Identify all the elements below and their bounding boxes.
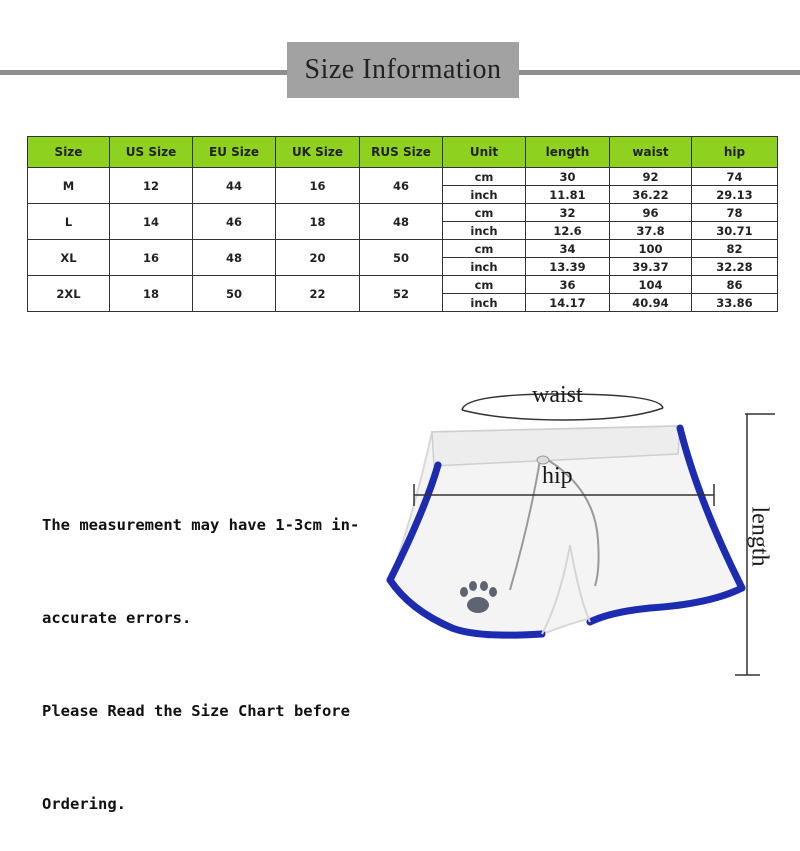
note-line: The measurement may have 1-3cm in- [42, 516, 360, 534]
note-line: Ordering. [42, 795, 126, 813]
waist-cell: 96 [610, 204, 692, 222]
column-header: Unit [443, 137, 526, 168]
us-size-cell: 14 [110, 204, 193, 240]
length-cell: 36 [526, 276, 610, 294]
hip-cell: 29.13 [692, 186, 778, 204]
length-cell: 30 [526, 168, 610, 186]
column-header: US Size [110, 137, 193, 168]
uk-size-cell: 20 [276, 240, 360, 276]
hip-cell: 74 [692, 168, 778, 186]
table-row [28, 276, 778, 294]
us-size-cell: 12 [110, 168, 193, 204]
column-header: Size [28, 137, 110, 168]
shorts-diagram [380, 370, 790, 700]
size-cell: M [28, 168, 110, 204]
waist-cell: 100 [610, 240, 692, 258]
size-chart-table [27, 136, 778, 312]
rus-size-cell: 50 [360, 240, 443, 276]
size-cell: 2XL [28, 276, 110, 312]
measurement-note [42, 448, 382, 851]
size-cell: XL [28, 240, 110, 276]
rus-size-cell: 46 [360, 168, 443, 204]
length-cell: 32 [526, 204, 610, 222]
eu-size-cell: 48 [193, 240, 276, 276]
table-row [28, 240, 778, 258]
uk-size-cell: 22 [276, 276, 360, 312]
table-row [28, 168, 778, 186]
unit-cell: cm [443, 276, 526, 294]
length-cell: 12.6 [526, 222, 610, 240]
unit-cell: cm [443, 204, 526, 222]
waist-cell: 36.22 [610, 186, 692, 204]
page-title: Size Information [304, 54, 502, 85]
note-line: Please Read the Size Chart before [42, 702, 350, 720]
uk-size-cell: 18 [276, 204, 360, 240]
length-cell: 11.81 [526, 186, 610, 204]
waist-cell: 92 [610, 168, 692, 186]
unit-cell: inch [443, 258, 526, 276]
waist-cell: 39.37 [610, 258, 692, 276]
size-cell: L [28, 204, 110, 240]
hip-cell: 86 [692, 276, 778, 294]
hip-cell: 78 [692, 204, 778, 222]
table-header-row [28, 137, 778, 168]
column-header: waist [610, 137, 692, 168]
column-header: RUS Size [360, 137, 443, 168]
column-header: UK Size [276, 137, 360, 168]
note-line: accurate errors. [42, 609, 192, 627]
uk-size-cell: 16 [276, 168, 360, 204]
hip-cell: 82 [692, 240, 778, 258]
length-cell: 13.39 [526, 258, 610, 276]
hip-label: hip [542, 463, 573, 489]
unit-cell: inch [443, 222, 526, 240]
column-header: length [526, 137, 610, 168]
hip-cell: 32.28 [692, 258, 778, 276]
unit-cell: cm [443, 168, 526, 186]
rus-size-cell: 52 [360, 276, 443, 312]
unit-cell: cm [443, 240, 526, 258]
eu-size-cell: 44 [193, 168, 276, 204]
unit-cell: inch [443, 186, 526, 204]
eu-size-cell: 46 [193, 204, 276, 240]
waist-cell: 104 [610, 276, 692, 294]
waist-cell: 37.8 [610, 222, 692, 240]
column-header: EU Size [193, 137, 276, 168]
unit-cell: inch [443, 294, 526, 312]
hip-cell: 30.71 [692, 222, 778, 240]
header-banner [287, 42, 519, 98]
waist-label: waist [532, 382, 583, 408]
waist-cell: 40.94 [610, 294, 692, 312]
hip-cell: 33.86 [692, 294, 778, 312]
waist-measure-arc-lower [462, 408, 663, 420]
table-row [28, 204, 778, 222]
rus-size-cell: 48 [360, 204, 443, 240]
length-cell: 34 [526, 240, 610, 258]
us-size-cell: 18 [110, 276, 193, 312]
length-cell: 14.17 [526, 294, 610, 312]
us-size-cell: 16 [110, 240, 193, 276]
column-header: hip [692, 137, 778, 168]
length-label: length [746, 506, 773, 567]
eu-size-cell: 50 [193, 276, 276, 312]
